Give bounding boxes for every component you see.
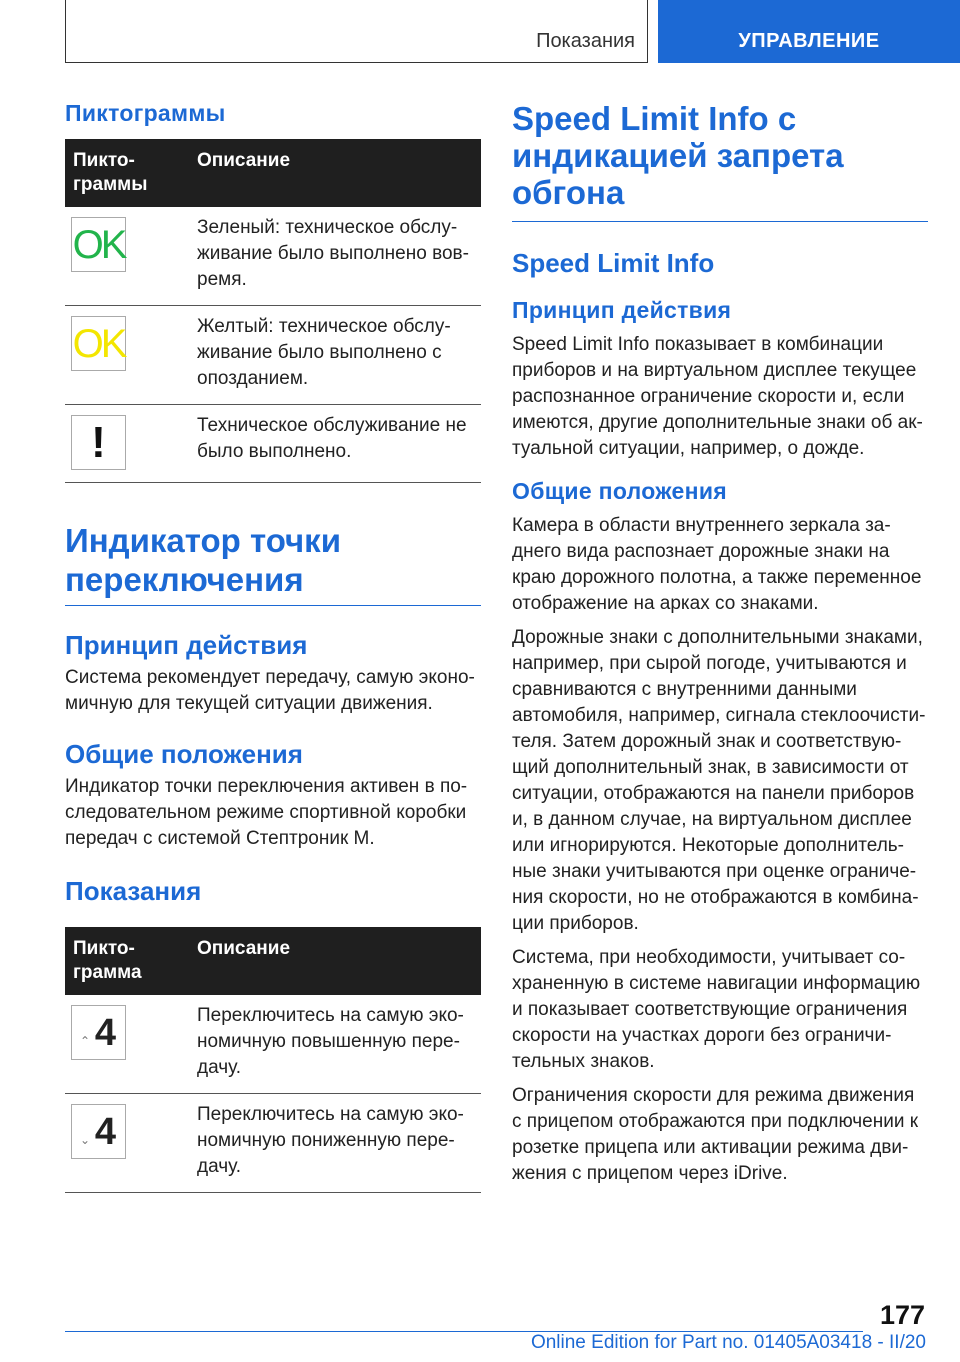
ok-green-icon: OK (71, 217, 126, 272)
table-row (65, 1094, 481, 1193)
row-description: Переключитесь на самую эко-номичную повышенную пере-дачу. (189, 995, 481, 1094)
principle-heading: Принцип действия (512, 297, 732, 323)
shift-down-icon: ⌄ 4 (71, 1104, 126, 1159)
paragraph: Система, при необходимости, учитывает со-храненную в системе навигации информацию и показывает соответствующие ограничения скорости на участках дороги без ограничи-тельных знаков. (512, 947, 921, 1072)
row-description: Желтый: техническое обслу-живание было выполнено с опозданием. (189, 306, 481, 405)
row-description: Зеленый: техническое обслу-живание было выполнено вов-ремя. (189, 207, 481, 306)
principle-text: Система рекомендует передачу, самую эконо-мичную для текущей ситуации движения. (65, 667, 475, 714)
principle-text: Speed Limit Info показывает в комбинации приборов и на виртуальном дисплее текущее распознанное ограничение скорости и, если имеются, другие дополнительные знаки об ак-туальной ситуации, например, о дожде. (512, 334, 923, 459)
table-row (65, 405, 481, 483)
table-header-description: Описание (189, 139, 481, 207)
table-header-pictogram: Пикто- граммы (65, 139, 189, 207)
speed-limit-title: Speed Limit Info с индикацией запрета обгона (512, 100, 928, 222)
speed-limit-subtitle: Speed Limit Info (512, 248, 715, 278)
shift-pictogram-table (65, 927, 481, 1193)
maintenance-pictogram-table (65, 139, 481, 483)
exclamation-icon: ! (71, 415, 126, 470)
principle-heading: Принцип действия (65, 630, 308, 660)
table-row (65, 207, 481, 306)
table-row (65, 306, 481, 405)
shift-up-icon: ⌃ 4 (71, 1005, 126, 1060)
left-column (65, 100, 481, 1193)
paragraph: Ограничения скорости для режима движения с прицепом отображаются при подключении к розетке прицепа или активации режима дви-жения с прицепом через iDrive. (512, 1085, 919, 1184)
row-description: Техническое обслуживание не было выполнено. (189, 405, 481, 483)
table-row (65, 995, 481, 1094)
table-header-pictogram: Пикто- грамма (65, 927, 189, 995)
header-section-label: Показания (536, 30, 635, 52)
paragraph: Дорожные знаки с дополнительными знаками, например, при сырой погоде, учитываются и сравниваются с внутренними данными автомобиля, например, сигнала стеклоочисти-теля. Затем дорожный знак и соответствую-щий дополнительный знак, в зависимости от ситуации, отображаются на панели приборов и, в данном случае, на виртуальном дисплее или игнорируются. Некоторые дополнитель-ные знаки учитываются при оценке ограниче-ния скорости, но не отображаются в комбина-ции приборов. (512, 627, 926, 934)
table-header-description: Описание (189, 927, 481, 995)
ok-yellow-icon: OK (71, 316, 126, 371)
header-chapter-tab[interactable]: УПРАВЛЕНИЕ (658, 0, 960, 63)
general-heading: Общие положения (512, 478, 727, 504)
page-number: 177 (880, 1300, 926, 1330)
row-description: Переключитесь на самую эко-номичную пониженную пере-дачу. (189, 1094, 481, 1193)
general-heading: Общие положения (65, 739, 303, 769)
paragraph: Камера в области внутреннего зеркала за-днего вида распознает дорожные знаки на краю дорожного полотна, а также переменное отображение на арках со знаками. (512, 515, 922, 614)
footer-edition-text: Online Edition for Part no. 01405A03418 - II/20 (530, 1332, 926, 1353)
display-heading: Показания (65, 876, 202, 906)
shift-indicator-title: Индикатор точки переключения (65, 521, 481, 606)
header-box (65, 0, 648, 63)
pictograms-heading: Пиктограммы (65, 100, 226, 126)
general-text: Индикатор точки переключения активен в по-следовательном режиме спортивной коробки передач с системой Стептроник M. (65, 776, 468, 849)
right-column (512, 100, 928, 1187)
